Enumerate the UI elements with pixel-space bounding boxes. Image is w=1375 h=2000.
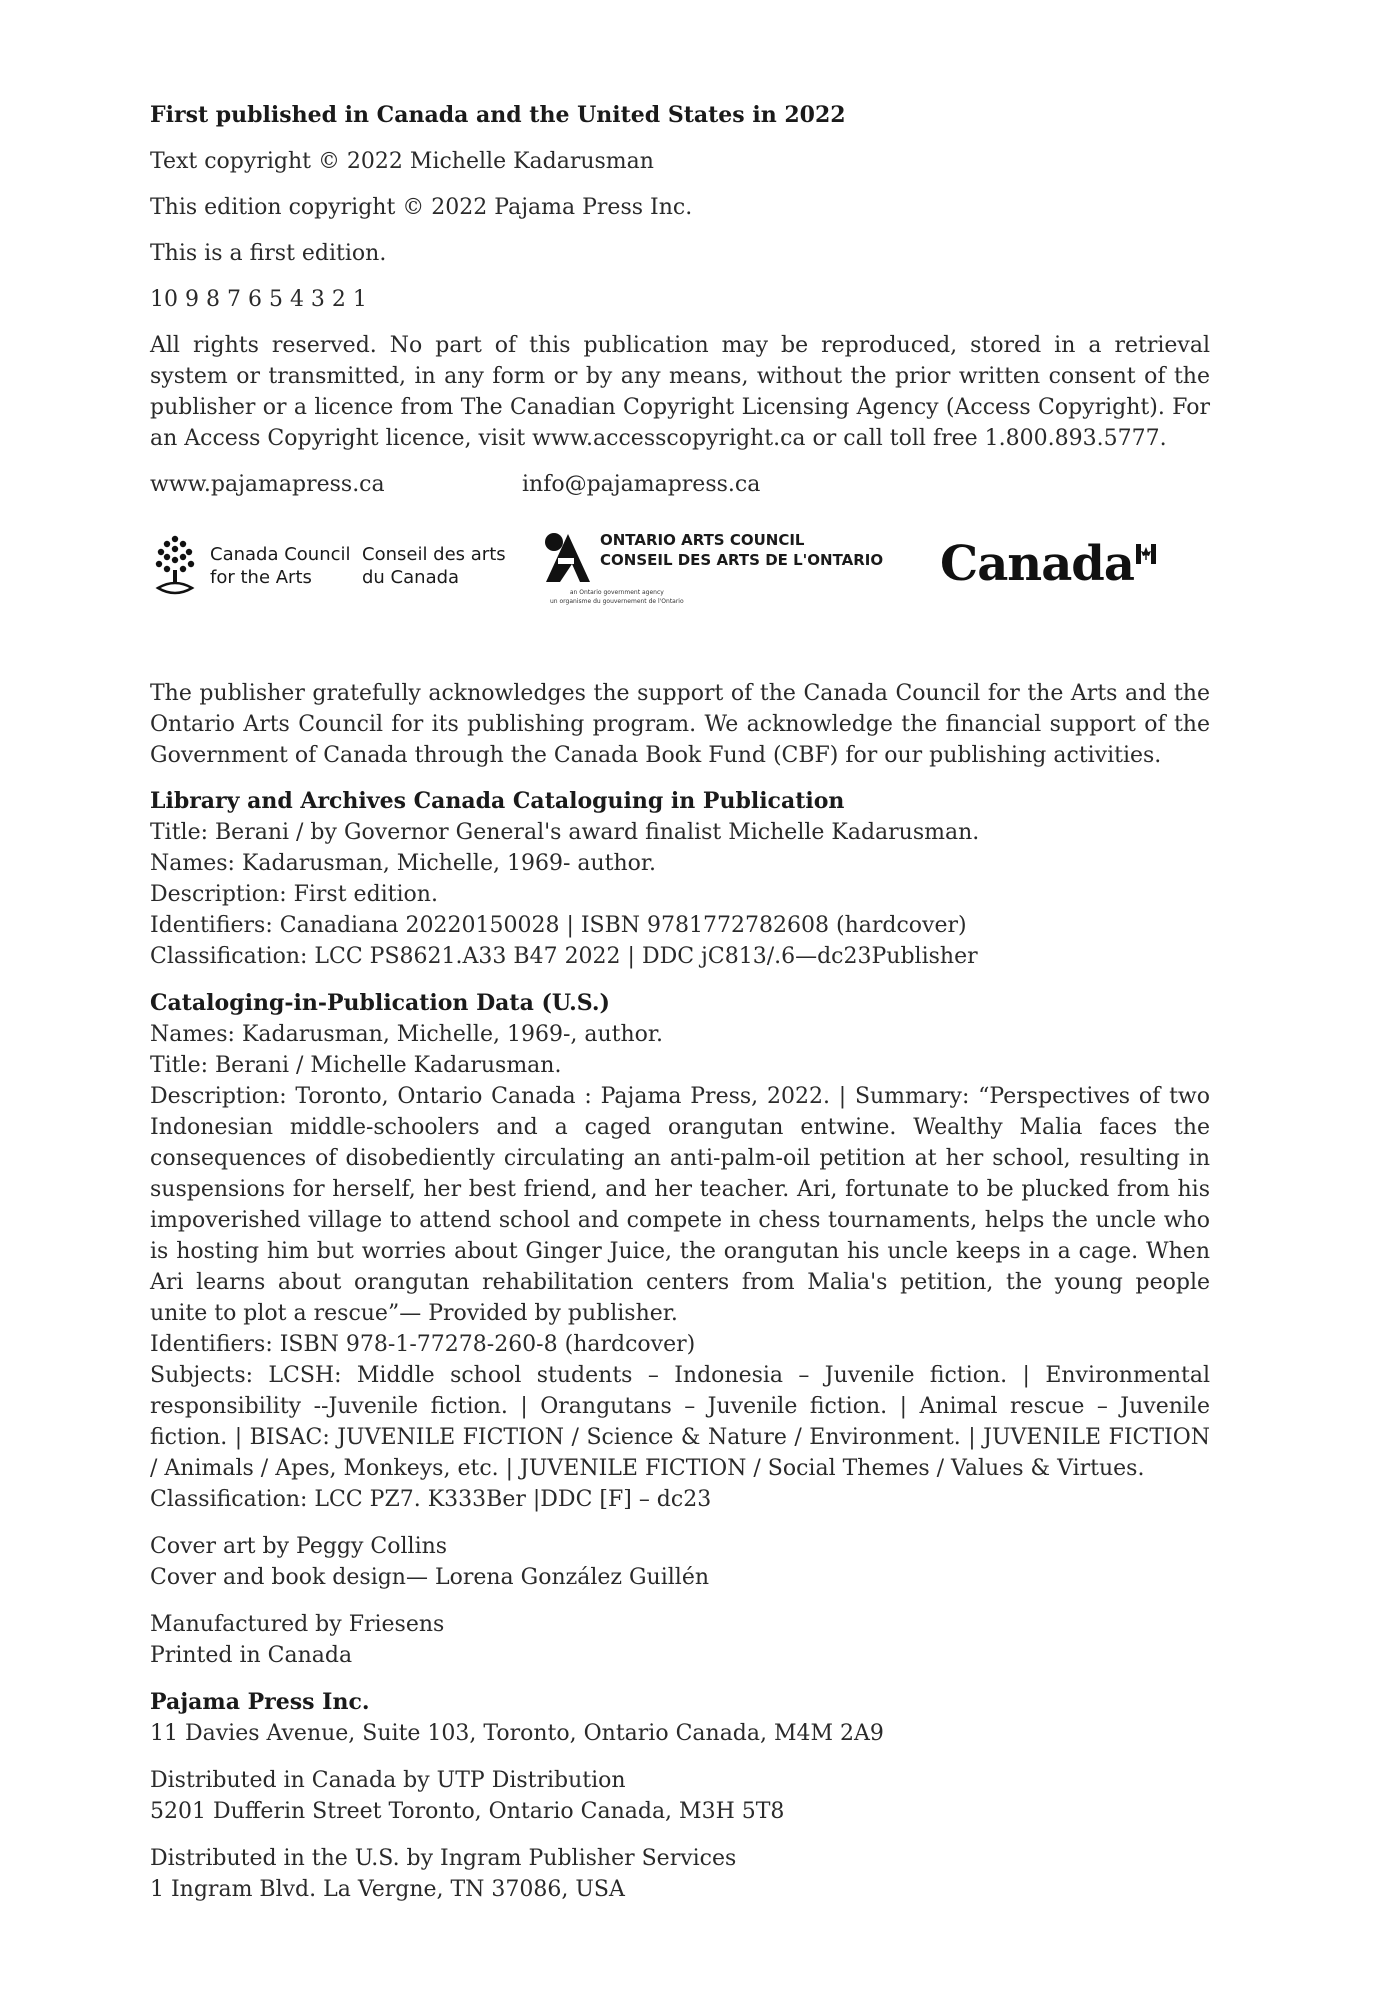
ontario-agency-fr: un organisme du gouvernement de l'Ontario (550, 598, 684, 605)
copyright-page (150, 100, 1210, 1905)
canada-council-logo (154, 534, 512, 598)
contact-line (150, 469, 1210, 500)
canada-distribution (150, 1765, 1210, 1827)
us-cip-description: Description: Toronto, Ontario Canada : Pajama Press, 2022. | Summary: “Perspectives of two Indonesian middle-schoolers and a caged orangutan entwine. Wealthy Malia faces the consequences of disobediently circulating an anti-palm-oil petition at her school, resulting in suspensions for herself, her best friend, and her teacher. Ari, fortunate to be plucked from his impoverished village to attend school and compete in chess tournaments, helps the uncle who is hosting him but worries about Ginger Juice, the orangutan his uncle keeps in a cage. When Ari learns about orangutan rehabilitation centers from Malia's petition, the young people unite to plot a rescue”— Provided by publisher. (150, 1084, 1210, 1326)
ontario-arts-council-icon (536, 530, 596, 586)
funder-logos (150, 530, 1210, 640)
ontario-arts-council-logo (536, 530, 884, 605)
ontario-agency-en: an Ontario government agency (569, 589, 664, 596)
design-credit: Cover and book design— Lorena González Guillén (150, 1565, 710, 1590)
lac-cip-classification: Classification: LCC PS8621.A33 B47 2022 | DDC jC813/.6—dc23Publisher (150, 944, 978, 969)
canada-council-en: Canada Council for the Arts (210, 544, 351, 588)
publisher-name: Pajama Press Inc. (150, 1689, 370, 1715)
us-cip-identifiers: Identifiers: ISBN 978-1-77278-260-8 (hardcover) (150, 1332, 696, 1357)
lac-cip-heading: Library and Archives Canada Cataloguing in Publication (150, 788, 845, 814)
us-distributor: Distributed in the U.S. by Ingram Publisher Services (150, 1846, 737, 1871)
canada-council-fr: Conseil des arts du Canada (362, 544, 506, 588)
website-link[interactable]: www.pajamapress.ca (150, 472, 385, 497)
first-published: First published in Canada and the United States in 2022 (150, 102, 846, 128)
publisher-address: 11 Davies Avenue, Suite 103, Toronto, Ontario Canada, M4M 2A9 (150, 1721, 884, 1746)
ontario-arts-council-names (600, 530, 883, 570)
ontario-arts-council-en: ONTARIO ARTS COUNCIL (600, 531, 805, 549)
us-distributor-address: 1 Ingram Blvd. La Vergne, TN 37086, USA (150, 1877, 625, 1902)
lac-cip-identifiers: Identifiers: Canadiana 20220150028 | ISBN 9781772782608 (hardcover) (150, 913, 967, 938)
lac-cip-description: Description: First edition. (150, 882, 438, 907)
acknowledgement: The publisher gratefully acknowledges the support of the Canada Council for the Arts and the Ontario Arts Council for its publishing program. We acknowledge the financial support of the Government of Canada through the Canada Book Fund (CBF) for our publishing activities. (150, 681, 1210, 768)
canada-distributor-address: 5201 Dufferin Street Toronto, Ontario Canada, M3H 5T8 (150, 1799, 785, 1824)
canada-council-icon (154, 534, 196, 598)
us-cip-block (150, 988, 1210, 1515)
us-cip-subjects: Subjects: LCSH: Middle school students – Indonesia – Juvenile fiction. | Environmental responsibility --Juvenile fiction. | Orangutans – Juvenile fiction. | Animal rescue – Juvenile fiction. | BISAC: JUVENILE FICTION / Science & Nature / Environment. | JUVENILE FICTION / Animals / Apes, Monkeys, etc. | JUVENILE FICTION / Social Themes / Values & Virtues. (150, 1363, 1210, 1481)
us-distribution (150, 1843, 1210, 1905)
manufacturing-credits (150, 1609, 1210, 1671)
canada-wordmark-text: Canada (940, 536, 1134, 592)
email-link[interactable]: info@pajamapress.ca (522, 472, 761, 497)
canada-distributor: Distributed in Canada by UTP Distribution (150, 1768, 626, 1793)
canadian-flag-icon (1136, 544, 1156, 564)
us-cip-names: Names: Kadarusman, Michelle, 1969-, author. (150, 1022, 663, 1047)
lac-cip-names: Names: Kadarusman, Michelle, 1969- author. (150, 851, 656, 876)
edition-note: This is a first edition. (150, 241, 387, 266)
text-copyright: Text copyright © 2022 Michelle Kadarusman (150, 149, 654, 174)
ontario-agency-note (550, 588, 684, 606)
lac-cip-block (150, 786, 1210, 972)
publisher-block (150, 1687, 1210, 1749)
rights-statement: All rights reserved. No part of this publication may be reproduced, stored in a retrieval system or transmitted, in any form or by any means, without the prior written consent of the publisher or a licence from The Canadian Copyright Licensing Agency (Access Copyright). For an Access Copyright licence, visit www.accesscopyright.ca or call toll free 1.800.893.5777. (150, 333, 1210, 451)
edition-copyright: This edition copyright © 2022 Pajama Press Inc. (150, 195, 693, 220)
manufacturer: Manufactured by Friesens (150, 1612, 445, 1637)
printing-line: 10 9 8 7 6 5 4 3 2 1 (150, 287, 367, 312)
us-cip-classification: Classification: LCC PZ7. K333Ber |DDC [F] – dc23 (150, 1487, 712, 1512)
lac-cip-title: Title: Berani / by Governor General's award finalist Michelle Kadarusman. (150, 820, 980, 845)
us-cip-heading: Cataloging-in-Publication Data (U.S.) (150, 990, 610, 1016)
cover-credits (150, 1531, 1210, 1593)
canada-wordmark (940, 538, 1156, 590)
cover-art-credit: Cover art by Peggy Collins (150, 1534, 448, 1559)
ontario-arts-council-fr: CONSEIL DES ARTS DE L'ONTARIO (600, 551, 884, 569)
printed-in: Printed in Canada (150, 1643, 353, 1668)
us-cip-title: Title: Berani / Michelle Kadarusman. (150, 1053, 562, 1078)
